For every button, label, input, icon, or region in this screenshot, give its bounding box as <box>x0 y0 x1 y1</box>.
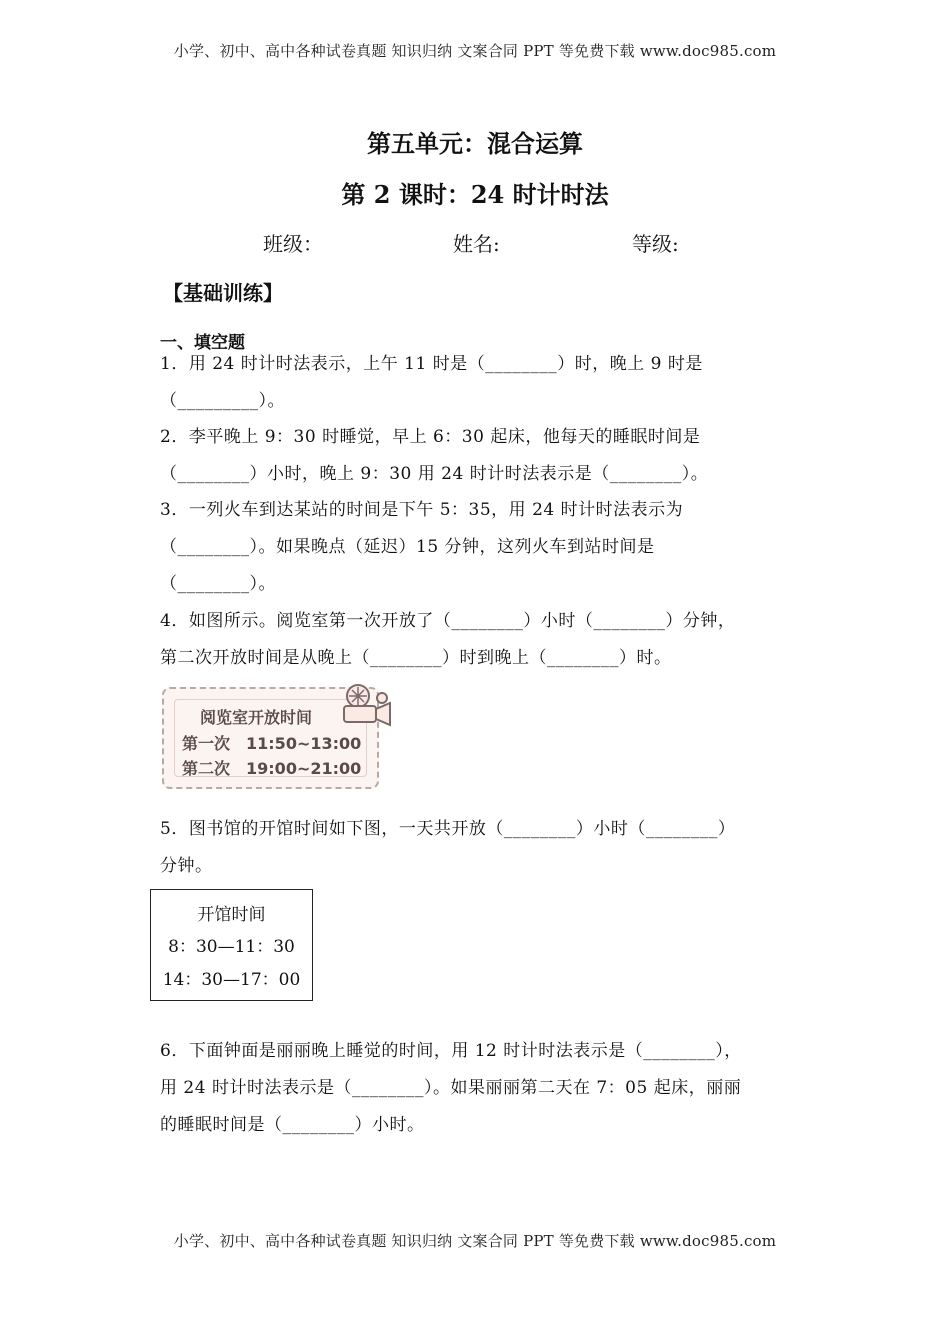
question-5-line: 5．图书馆的开馆时间如下图，一天共开放（________）小时（________） <box>160 819 736 839</box>
sign-row-time: 11:50~13:00 <box>246 734 362 753</box>
page-header: 小学、初中、高中各种试卷真题 知识归纳 文案合同 PPT 等免费下载 www.doc985.com <box>173 42 777 60</box>
question-3-line: 3．一列火车到达某站的时间是下午 5：35，用 24 时计时法表示为 <box>160 500 684 520</box>
library-hours-row: 8：30—11：30 <box>168 937 295 957</box>
sign-title: 阅览室开放时间 <box>200 708 313 727</box>
question-3-line: （________）。 <box>160 574 276 594</box>
unit-title: 第五单元：混合运算 <box>367 129 583 158</box>
lesson-title: 第 2 课时：24 时计时法 <box>341 180 609 209</box>
question-3-line: （________）。如果晚点（延迟）15 分钟，这列火车到站时间是 <box>160 537 655 557</box>
section-heading: 【基础训练】 <box>163 281 283 305</box>
page-footer: 小学、初中、高中各种试卷真题 知识归纳 文案合同 PPT 等免费下载 www.doc985.com <box>173 1232 777 1250</box>
question-2 <box>160 419 790 493</box>
library-hours-row: 14：30—17：00 <box>162 970 301 990</box>
question-2-line: （________）小时，晚上 9：30 用 24 时计时法表示是（________）。 <box>160 464 709 484</box>
sign-row-label: 第二次 <box>182 759 231 778</box>
question-6-line: 6．下面钟面是丽丽晚上睡觉的时间，用 12 时计时法表示是（________）， <box>160 1041 742 1061</box>
library-hours-box <box>150 889 313 1001</box>
question-2-line: 2．李平晚上 9：30 时睡觉，早上 6：30 起床，他每天的睡眠时间是 <box>160 427 701 447</box>
question-6-line: 用 24 时计时法表示是（________）。如果丽丽第二天在 7：05 起床，丽丽 <box>160 1078 742 1098</box>
question-1-line: （_________）。 <box>160 391 285 411</box>
question-6-line: 的睡眠时间是（________）小时。 <box>160 1115 425 1135</box>
question-5 <box>160 811 790 885</box>
sign-row <box>182 756 361 779</box>
subsection-heading: 一、填空题 <box>160 333 245 353</box>
question-1 <box>160 346 790 420</box>
sign-row-time: 19:00~21:00 <box>246 759 362 778</box>
sign-row <box>182 731 361 754</box>
question-4 <box>160 603 790 677</box>
question-1-line: 1．用 24 时计时法表示，上午 11 时是（________）时，晚上 9 时是 <box>160 354 703 374</box>
question-3 <box>160 492 790 603</box>
library-hours-title: 开馆时间 <box>197 905 266 925</box>
question-6 <box>160 1033 790 1144</box>
projector-icon <box>336 682 394 728</box>
question-5-line: 分钟。 <box>160 856 213 876</box>
class-label: 班级： <box>263 232 323 256</box>
name-label: 姓名: <box>453 232 500 256</box>
question-4-line: 4．如图所示。阅览室第一次开放了（________）小时（________）分钟， <box>160 611 736 631</box>
sign-row-label: 第一次 <box>182 734 231 753</box>
question-4-line: 第二次开放时间是从晚上（________）时到晚上（________）时。 <box>160 648 672 668</box>
grade-label: 等级: <box>632 232 679 256</box>
